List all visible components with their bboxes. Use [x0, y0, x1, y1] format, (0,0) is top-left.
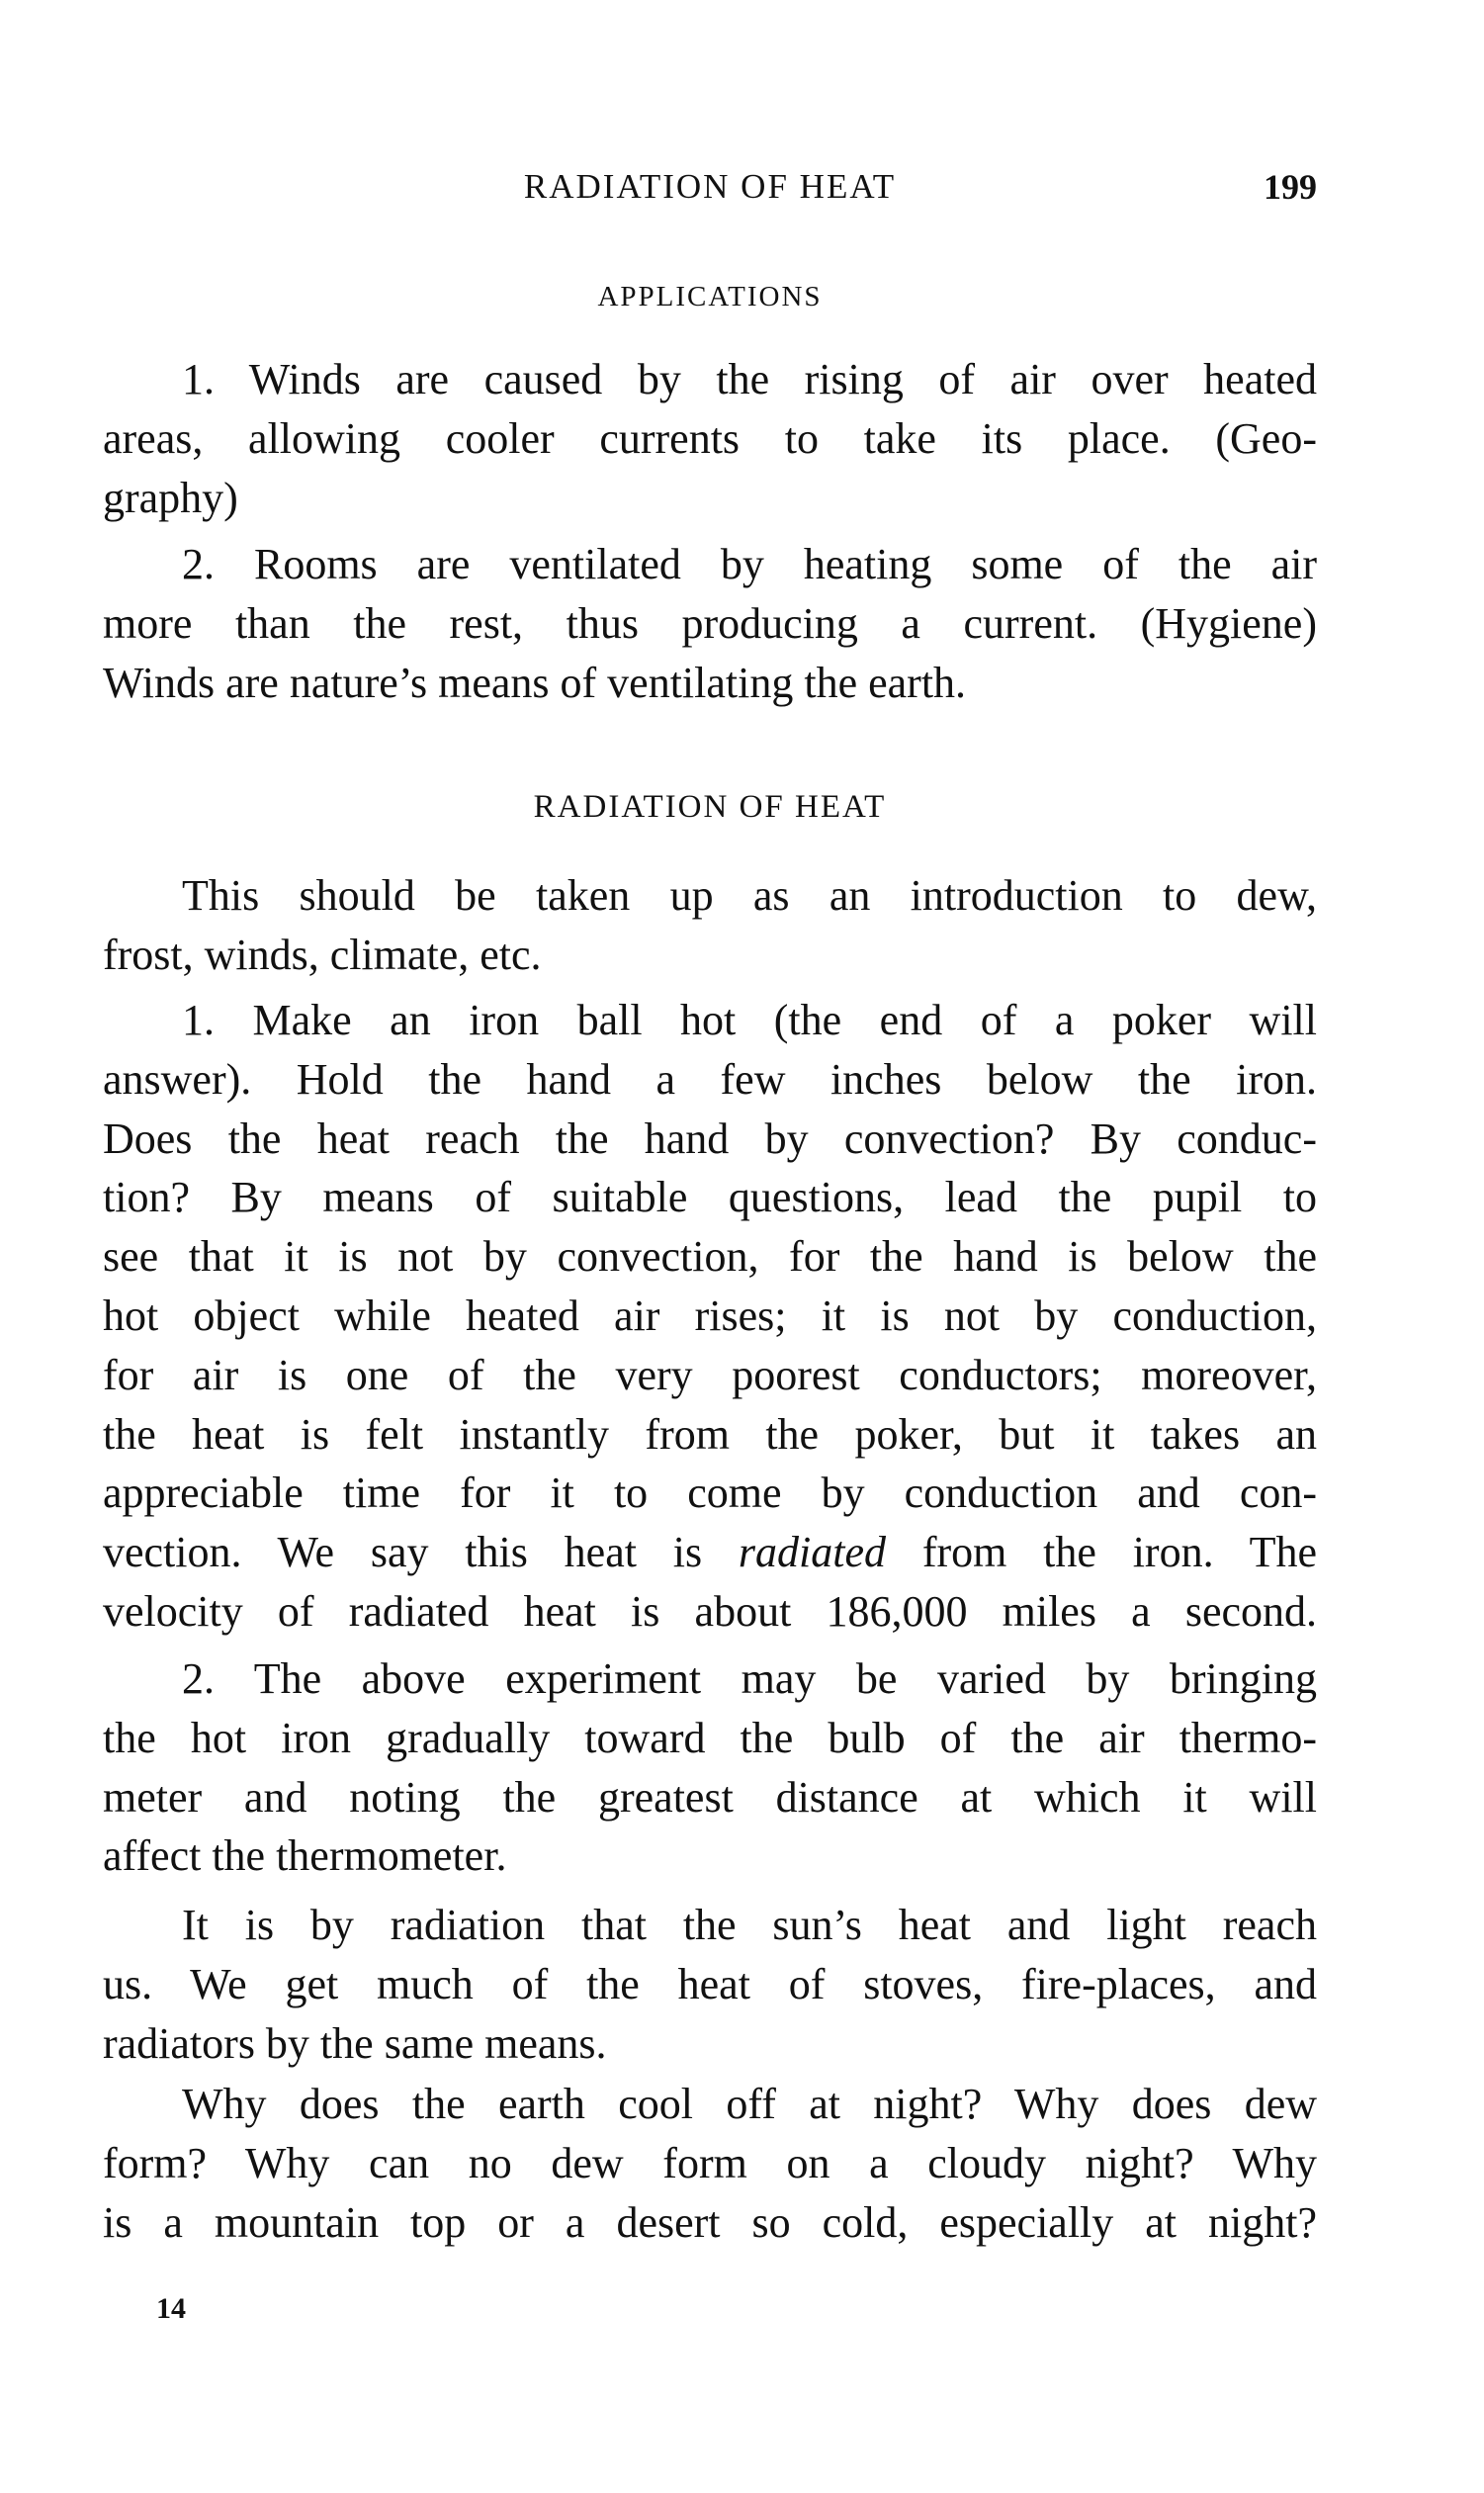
- text-line: This should be taken up as an introduction to dew,: [182, 871, 1317, 920]
- text-line: hot object while heated air rises; it is not by conduction,: [103, 1291, 1317, 1340]
- text-line: velocity of radiated heat is about 186,000 miles a second.: [103, 1586, 1317, 1636]
- text-line: 2. Rooms are ventilated by heating some of the air: [182, 540, 1317, 588]
- text-line: see that it is not by convection, for the hand is below the: [103, 1232, 1317, 1282]
- text-line: form? Why can no dew form on a cloudy night? Why: [103, 2138, 1317, 2187]
- text-line: It is by radiation that the sun’s heat and light reach: [182, 1901, 1317, 1949]
- text-line: 2. The above experiment may be varied by bringing: [182, 1654, 1317, 1703]
- text-line: more than the rest, thus producing a current. (Hygiene): [103, 598, 1317, 648]
- paragraph-3: [103, 1896, 1317, 2073]
- text-line: appreciable time for it to come by conduction and con-: [103, 1469, 1317, 1518]
- text-line: us. We get much of the heat of stoves, fire-places, and: [103, 1959, 1317, 2008]
- text-line: graphy): [103, 473, 238, 522]
- application-item-2: [103, 535, 1317, 712]
- page-number: 199: [1264, 167, 1317, 207]
- text-line: frost, winds, climate, etc.: [103, 930, 542, 979]
- text-line: the heat is felt instantly from the poker, but it takes an: [103, 1409, 1317, 1459]
- signature-mark: 14: [156, 2292, 186, 2325]
- text-line: the hot iron gradually toward the bulb of the air thermo-: [103, 1713, 1317, 1762]
- text-segment: from the iron. The: [886, 1528, 1317, 1577]
- text-line: 1. Winds are caused by the rising of air over heated: [182, 355, 1317, 403]
- text-line: answer). Hold the hand a few inches below the iron.: [103, 1054, 1317, 1104]
- intro-paragraph: [103, 866, 1317, 985]
- paragraph-4: [103, 2075, 1317, 2252]
- text-line: areas, allowing cooler currents to take its place. (Geo-: [103, 413, 1317, 463]
- text-line: is a mountain top or a desert so cold, especially at night?: [103, 2197, 1317, 2247]
- text-line-with-italic: [103, 1523, 1317, 1582]
- text-line: affect the thermometer.: [103, 1831, 507, 1881]
- applications-heading: APPLICATIONS: [597, 281, 823, 312]
- section-heading: RADIATION OF HEAT: [533, 789, 887, 825]
- paragraph-2: [103, 1649, 1317, 1886]
- running-head: [103, 162, 1317, 212]
- text-line: meter and noting the greatest distance at which it will: [103, 1772, 1317, 1822]
- application-item-1: [103, 350, 1317, 527]
- running-head-title: RADIATION OF HEAT: [523, 167, 897, 206]
- text-line: tion? By means of suitable questions, lead the pupil to: [103, 1173, 1317, 1222]
- paragraph-1: [103, 991, 1317, 1642]
- text-line: for air is one of the very poorest conductors; moreover,: [103, 1350, 1317, 1399]
- text-line: 1. Make an iron ball hot (the end of a poker will: [182, 996, 1317, 1044]
- text-segment: vection. We say this heat is: [103, 1528, 739, 1577]
- text-line: Winds are nature’s means of ventilating the earth.: [103, 658, 967, 707]
- italic-term: radiated: [738, 1528, 887, 1577]
- text-line: Why does the earth cool off at night? Why does dew: [182, 2080, 1317, 2128]
- text-line: Does the heat reach the hand by convection? By conduc-: [103, 1113, 1317, 1163]
- text-line: radiators by the same means.: [103, 2018, 607, 2068]
